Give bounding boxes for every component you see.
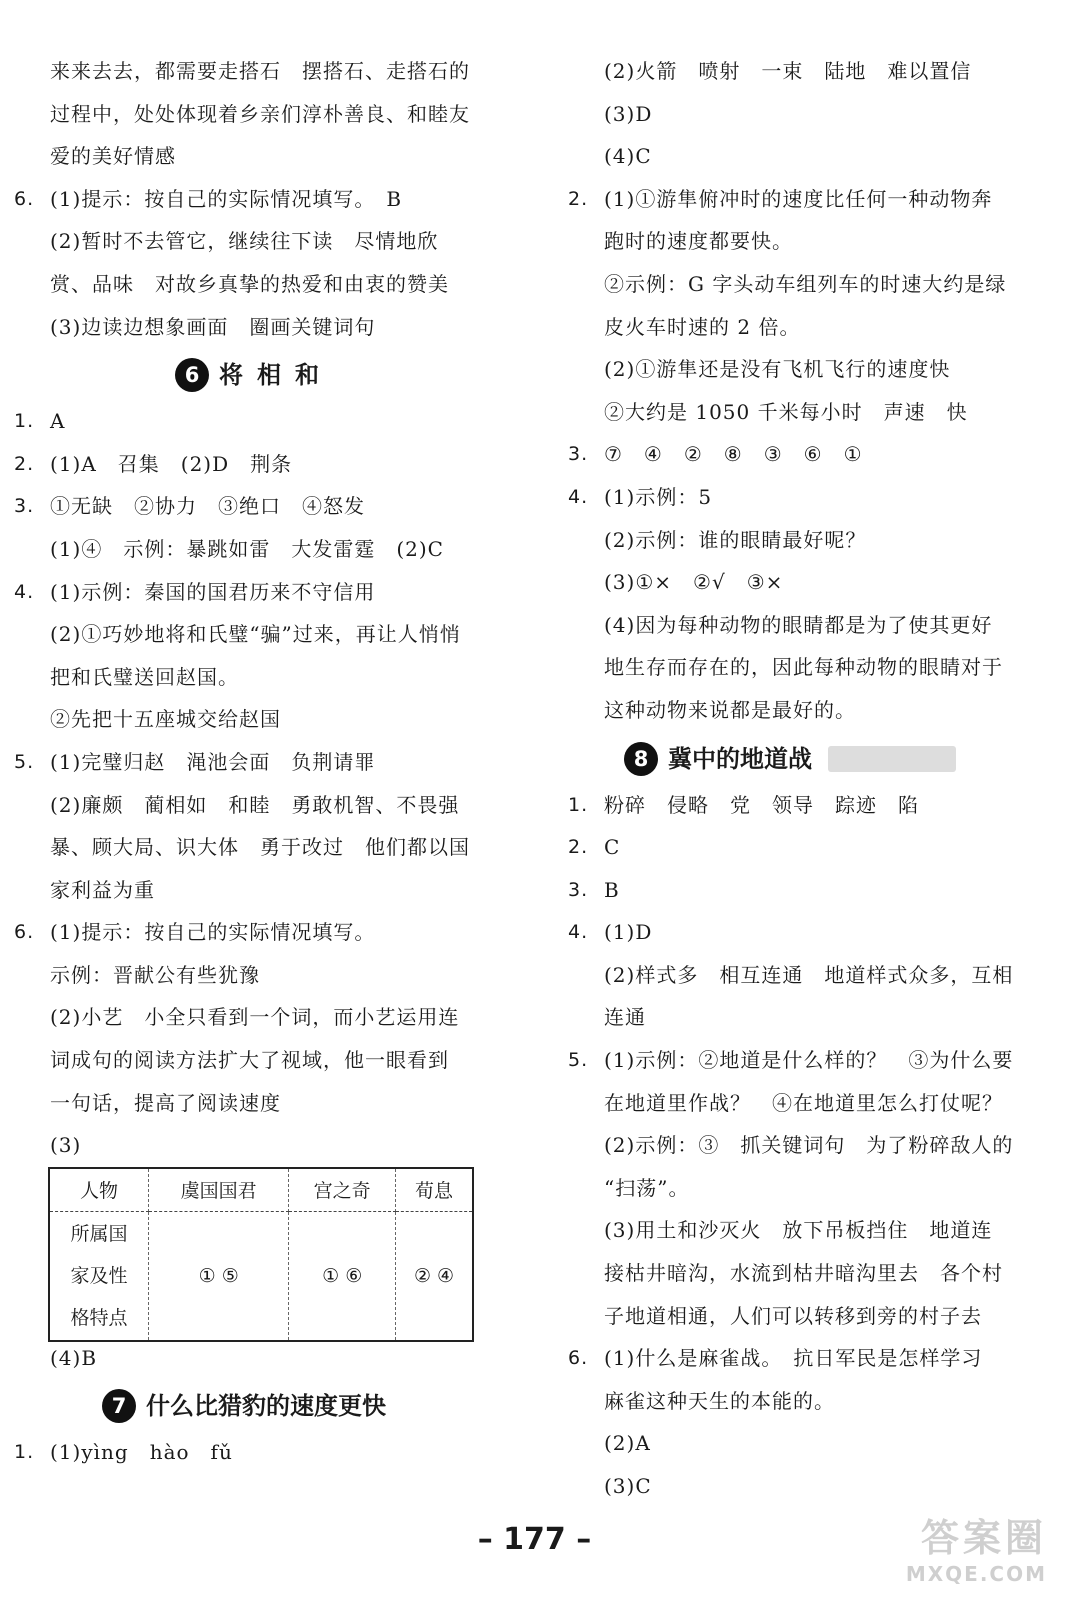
table-row-label: 所属国 家及性 格特点 bbox=[49, 1211, 149, 1341]
text-line: (2)示例：③ 抓关键词句 为了粉碎敌人的 bbox=[604, 1133, 1014, 1158]
table-header-row bbox=[49, 1168, 473, 1212]
text-line: (2)样式多 相互连通 地道样式众多，互相 bbox=[604, 962, 1014, 987]
table-header-cell: 人物 bbox=[49, 1168, 149, 1212]
section-title-7: 7 什么比猎豹的速度更快 bbox=[14, 1379, 484, 1431]
table-header-cell: 荀息 bbox=[396, 1168, 474, 1212]
text-line: 在地道里作战？ ④在地道里怎么打仗呢？ bbox=[604, 1090, 1003, 1115]
section-title-8: 8 冀中的地道战 bbox=[568, 732, 1058, 784]
text-line: 示例：晋献公有些犹豫 bbox=[50, 962, 260, 987]
answer-line: 4. (1)示例：秦国的国君历来不守信用 bbox=[14, 579, 376, 604]
text-line: 麻雀这种天生的本能的。 bbox=[604, 1388, 835, 1413]
character-table-wrap bbox=[48, 1167, 484, 1337]
text-line: 一句话，提高了阅读速度 bbox=[50, 1090, 281, 1115]
section-number-badge: 7 bbox=[102, 1389, 136, 1423]
text-line: (3)①× ②√ ③× bbox=[604, 570, 784, 595]
text-line: (3)边读边想象画面 圈画关键词句 bbox=[50, 314, 376, 339]
text-line: 地生存而存在的，因此每种动物的眼睛对于 bbox=[604, 655, 1003, 680]
item-number: 6. bbox=[14, 187, 35, 210]
character-table bbox=[48, 1167, 474, 1342]
section-number-badge: 8 bbox=[624, 742, 658, 776]
text-line: 词成句的阅读方法扩大了视域，他一眼看到 bbox=[50, 1048, 449, 1073]
answer-line: 3. B bbox=[568, 877, 620, 902]
answer-line: 1. 粉碎 侵略 党 领导 踪迹 陷 bbox=[568, 792, 919, 817]
text-line: (2)暂时不去管它，继续往下读 尽情地欣 bbox=[50, 229, 439, 254]
text-line: 跑时的速度都要快。 bbox=[604, 229, 793, 254]
answer-line: 2. (1)①游隼俯冲时的速度比任何一种动物奔 bbox=[568, 186, 993, 211]
answer-line: 3. ⑦ ④ ② ⑧ ③ ⑥ ① bbox=[568, 442, 863, 467]
answer-line: 6. (1)提示：按自己的实际情况填写。 B bbox=[14, 178, 484, 221]
text-line: “扫荡”。 bbox=[604, 1175, 690, 1200]
text-line: (3)C bbox=[604, 1474, 652, 1498]
answer-line: 2. (1)A 召集 (2)D 荆条 bbox=[14, 451, 293, 476]
table-header-cell: 宫之奇 bbox=[289, 1168, 396, 1212]
text-line: (2)火箭 喷射 一束 陆地 难以置信 bbox=[604, 59, 972, 83]
text-line: 把和氏璧送回赵国。 bbox=[50, 664, 239, 689]
text-line: 家利益为重 bbox=[50, 877, 155, 902]
table-cell: ① ⑥ bbox=[289, 1211, 396, 1341]
text-line: ②示例：G 字头动车组列车的时速大约是绿 bbox=[604, 271, 1007, 296]
text-line: ②先把十五座城交给赵国 bbox=[50, 707, 281, 732]
text-line: 子地道相通，人们可以转移到旁的村子去 bbox=[604, 1303, 982, 1328]
watermark-logo: 答案圈 MXQE.COM bbox=[905, 1516, 1047, 1586]
text-line: (2)小艺 小全只看到一个词，而小艺运用连 bbox=[50, 1005, 460, 1030]
right-column bbox=[568, 50, 1058, 1508]
text-line: 赏、品味 对故乡真挚的热爱和由衷的赞美 bbox=[50, 271, 449, 296]
answer-line: 5. (1)示例：②地道是什么样的？ ③为什么要 bbox=[568, 1048, 1014, 1073]
answer-line: 4. (1)D bbox=[568, 920, 653, 945]
text-line: 来来去去，都需要走搭石 摆搭石、走搭石的 bbox=[50, 59, 470, 83]
text-line: (2)①巧妙地将和氏璧“骗”过来，再让人悄悄 bbox=[50, 622, 461, 647]
text-line: 爱的美好情感 bbox=[50, 144, 176, 169]
text-line: 连通 bbox=[604, 1005, 646, 1030]
answer-line: 1. A bbox=[14, 409, 66, 434]
text-line: (1)④ 示例：暴跳如雷 大发雷霆 (2)C bbox=[50, 536, 444, 561]
answer-line: 5. (1)完璧归赵 渑池会面 负荆请罪 bbox=[14, 749, 376, 774]
text-line: 过程中，处处体现着乡亲们淳朴善良、和睦友 bbox=[50, 101, 470, 126]
text-line: (2)示例：谁的眼睛最好呢？ bbox=[604, 527, 867, 552]
answer-line: 1. (1)yìng hào fǔ bbox=[14, 1440, 233, 1465]
text-line: 皮火车时速的 2 倍。 bbox=[604, 314, 801, 339]
text-line: (3) bbox=[50, 1133, 82, 1158]
answer-line: 6. (1)提示：按自己的实际情况填写。 bbox=[14, 920, 376, 945]
table-cell: ② ④ bbox=[396, 1211, 474, 1341]
answer-line: 2. C bbox=[568, 835, 621, 860]
text-line: (3)用土和沙灭火 放下吊板挡住 地道连 bbox=[604, 1218, 993, 1243]
text-line: 这种动物来说都是最好的。 bbox=[604, 697, 856, 722]
answer-line: 4. (1)示例：5 bbox=[568, 484, 713, 509]
section-title-6: 6 将相和 bbox=[14, 348, 484, 400]
text-line: (4)B bbox=[50, 1345, 98, 1370]
answer-line: 6. (1)什么是麻雀战。 抗日军民是怎样学习 bbox=[568, 1346, 983, 1371]
text-line: (3)D bbox=[604, 101, 653, 126]
text-line: (2)①游隼还是没有飞机飞行的速度快 bbox=[604, 357, 951, 382]
answer-line: 3. ①无缺 ②协力 ③绝口 ④怒发 bbox=[14, 494, 365, 519]
text-line: (4)C bbox=[604, 144, 652, 169]
table-header-cell: 虞国国君 bbox=[149, 1168, 289, 1212]
page-number: – 177 – bbox=[477, 1522, 592, 1557]
text-line: 暴、顾大局、识大体 勇于改过 他们都以国 bbox=[50, 835, 470, 860]
text-line: (2)廉颇 蔺相如 和睦 勇敢机智、不畏强 bbox=[50, 792, 460, 817]
text-line: (4)因为每种动物的眼睛都是为了使其更好 bbox=[604, 612, 993, 637]
table-row bbox=[49, 1211, 473, 1341]
section-number-badge: 6 bbox=[175, 358, 209, 392]
scan-artifact bbox=[828, 746, 956, 772]
text-line: (2)A bbox=[604, 1431, 651, 1456]
text-line: 接枯井暗沟，水流到枯井暗沟里去 各个村 bbox=[604, 1261, 1003, 1286]
text-line: ②大约是 1050 千米每小时 声速 快 bbox=[604, 399, 968, 424]
left-column bbox=[14, 50, 484, 1474]
table-cell: ① ⑤ bbox=[149, 1211, 289, 1341]
